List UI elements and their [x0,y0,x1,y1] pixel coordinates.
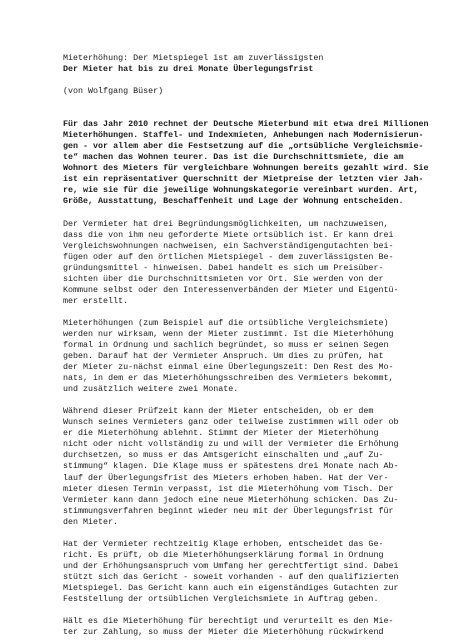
body-line: nicht oder nicht vollständig zu und will der Vermieter die Erhöhung [63,439,399,450]
body-line: Kommune selbst oder den Interessenverbänden der Mieter und Eigentü- [63,284,399,295]
body-line: Mietspiegel. Das Gericht kann auch ein eigenständiges Gutachten zur [63,582,399,593]
body-line: sichten über die Durchschnittsmieten vor Ort. Sie werden von der [63,273,384,284]
body-line: der Mieter zu-nächst einmal eine Überlegungszeit: Den Rest des Mo- [63,362,394,373]
lead-line: te“ machen das Wohnen teurer. Das ist die Durchschnittsmiete, die am [63,152,404,163]
body-line: und zusätzlich weitere zwei Monate. [63,384,239,395]
body-line: stimmung“ klagen. Die Klage muss er spätestens drei Monate nach Ab- [63,461,399,472]
subtitle-line: Der Mieter hat bis zu drei Monate Überlegungsfrist [63,64,314,75]
body-line: Hält es die Mieterhöhung für berechtigt und verurteilt es den Mie- [63,616,394,627]
body-paragraph [63,318,406,395]
body-line: mieter diesen Termin verpasst, ist die Mieterhöhung vom Tisch. Der [63,483,394,494]
body-line: nats, in dem er das Mieterhöhungsschreiben des Vermieters bekommt, [63,373,394,384]
title-line: Mieterhöhung: Der Mietspiegel ist am zuverlässigsten [63,53,324,63]
body-line: stimmungsverfahren beginnt wieder neu mit der Überlegungsfrist für [63,505,394,516]
body-line: Wunsch seines Vermieters ganz oder teilweise zustimmen will oder ob [63,417,399,428]
body-line: gründungsmittel - hinweisen. Dabei handelt es sich um Preisüber- [63,262,384,273]
body-line: dass die von ihm neu geforderte Miete ortsüblich ist. Er kann drei [63,229,394,240]
body-line: und der Erhöhungsanspruch vom Umfang her gerechtfertigt sind. Dabei [63,560,399,571]
body-line: richt. Es prüft, ob die Mieterhöhungserklärung formal in Ordnung [63,549,384,560]
body-line: mer erstellt. [63,295,129,306]
body-paragraph [63,539,406,605]
body-line: ter zur Zahlung, so muss der Mieter die Mieterhöhung rückwirkend [63,627,384,638]
author-line [63,86,406,97]
body-line: werden nur wirksam, wenn der Mieter zustimmt. Ist die Mieterhöhung [63,328,394,339]
body-line: Vergleichswohnungen nachweisen, ein Sachverständigengutachten bei- [63,240,394,251]
body-line: geben. Darauf hat der Vermieter Anspruch. Um dies zu prüfen, hat [63,351,384,362]
body-line: formal in Ordnung und sachlich begründet, so muss er seinen Segen [63,339,389,350]
body-paragraph [63,219,406,307]
lead-line: re, wie sie für die jeweilige Wohnungskategorie vereinbart wurden. Art, [63,185,419,196]
body-line: den Mieter. [63,516,119,527]
body-line: Während dieser Prüfzeit kann der Mieter entscheiden, ob er dem [63,406,374,417]
lead-line: ist ein repräsentativer Querschnitt der Mietpreise der letzten vier Jah- [63,174,424,185]
body-line: lauf der Überlegungsfrist des Mieters erhoben haben. Hat der Ver- [63,472,389,483]
body-line: er die Mieterhöhung ablehnt. Stimmt der Mieter der Mieterhöhung [63,428,379,439]
lead-line: gen - vor allem aber die Festsetzung auf die „ortsübliche Vergleichsmie- [63,141,424,152]
body-paragraph [63,616,406,638]
body-line: Der Vermieter hat drei Begründungsmöglichkeiten, um nachzuweisen, [63,218,389,229]
lead-line: Wohnort des Mieters für vergleichbare Wohnungen bereits gezahlt wird. Sie [63,163,429,174]
body-line: stützt sich das Gericht - soweit vorhanden - auf den qualifizierten [63,571,399,582]
body-line: Feststellung der ortsüblichen Vergleichsmiete in Auftrag geben. [63,593,379,604]
article-title [63,53,406,64]
body-line: durchsetzen, so muss er das Amtsgericht einschalten und „auf Zu- [63,450,384,461]
lead-paragraph [63,119,429,207]
author-text: (von Wolfgang Büser) [63,86,164,97]
body-line: Mieterhöhungen (zum Beispiel auf die ortsübliche Vergleichsmiete) [63,317,389,328]
lead-line: Mieterhöhungen. Staffel- und Indexmieten, Anhebungen nach Modernisierun- [63,130,424,141]
body-line: fügen oder auf den örtlichen Mietspiegel - dem zuverlässigsten Be- [63,251,394,262]
article-subtitle [63,64,406,75]
body-paragraph [63,406,406,528]
lead-line: Für das Jahr 2010 rechnet der Deutsche Mieterbund mit etwa drei Millionen [63,119,429,130]
lead-line: Größe, Ausstattung, Beschaffenheit und Lage der Wohnung entscheiden. [63,196,404,207]
body-line: Vermieter kann dann jedoch eine neue Mieterhöhung schicken. Das Zu- [63,494,399,505]
body-line: Hat der Vermieter rechtzeitig Klage erhoben, entscheidet das Ge- [63,538,384,549]
